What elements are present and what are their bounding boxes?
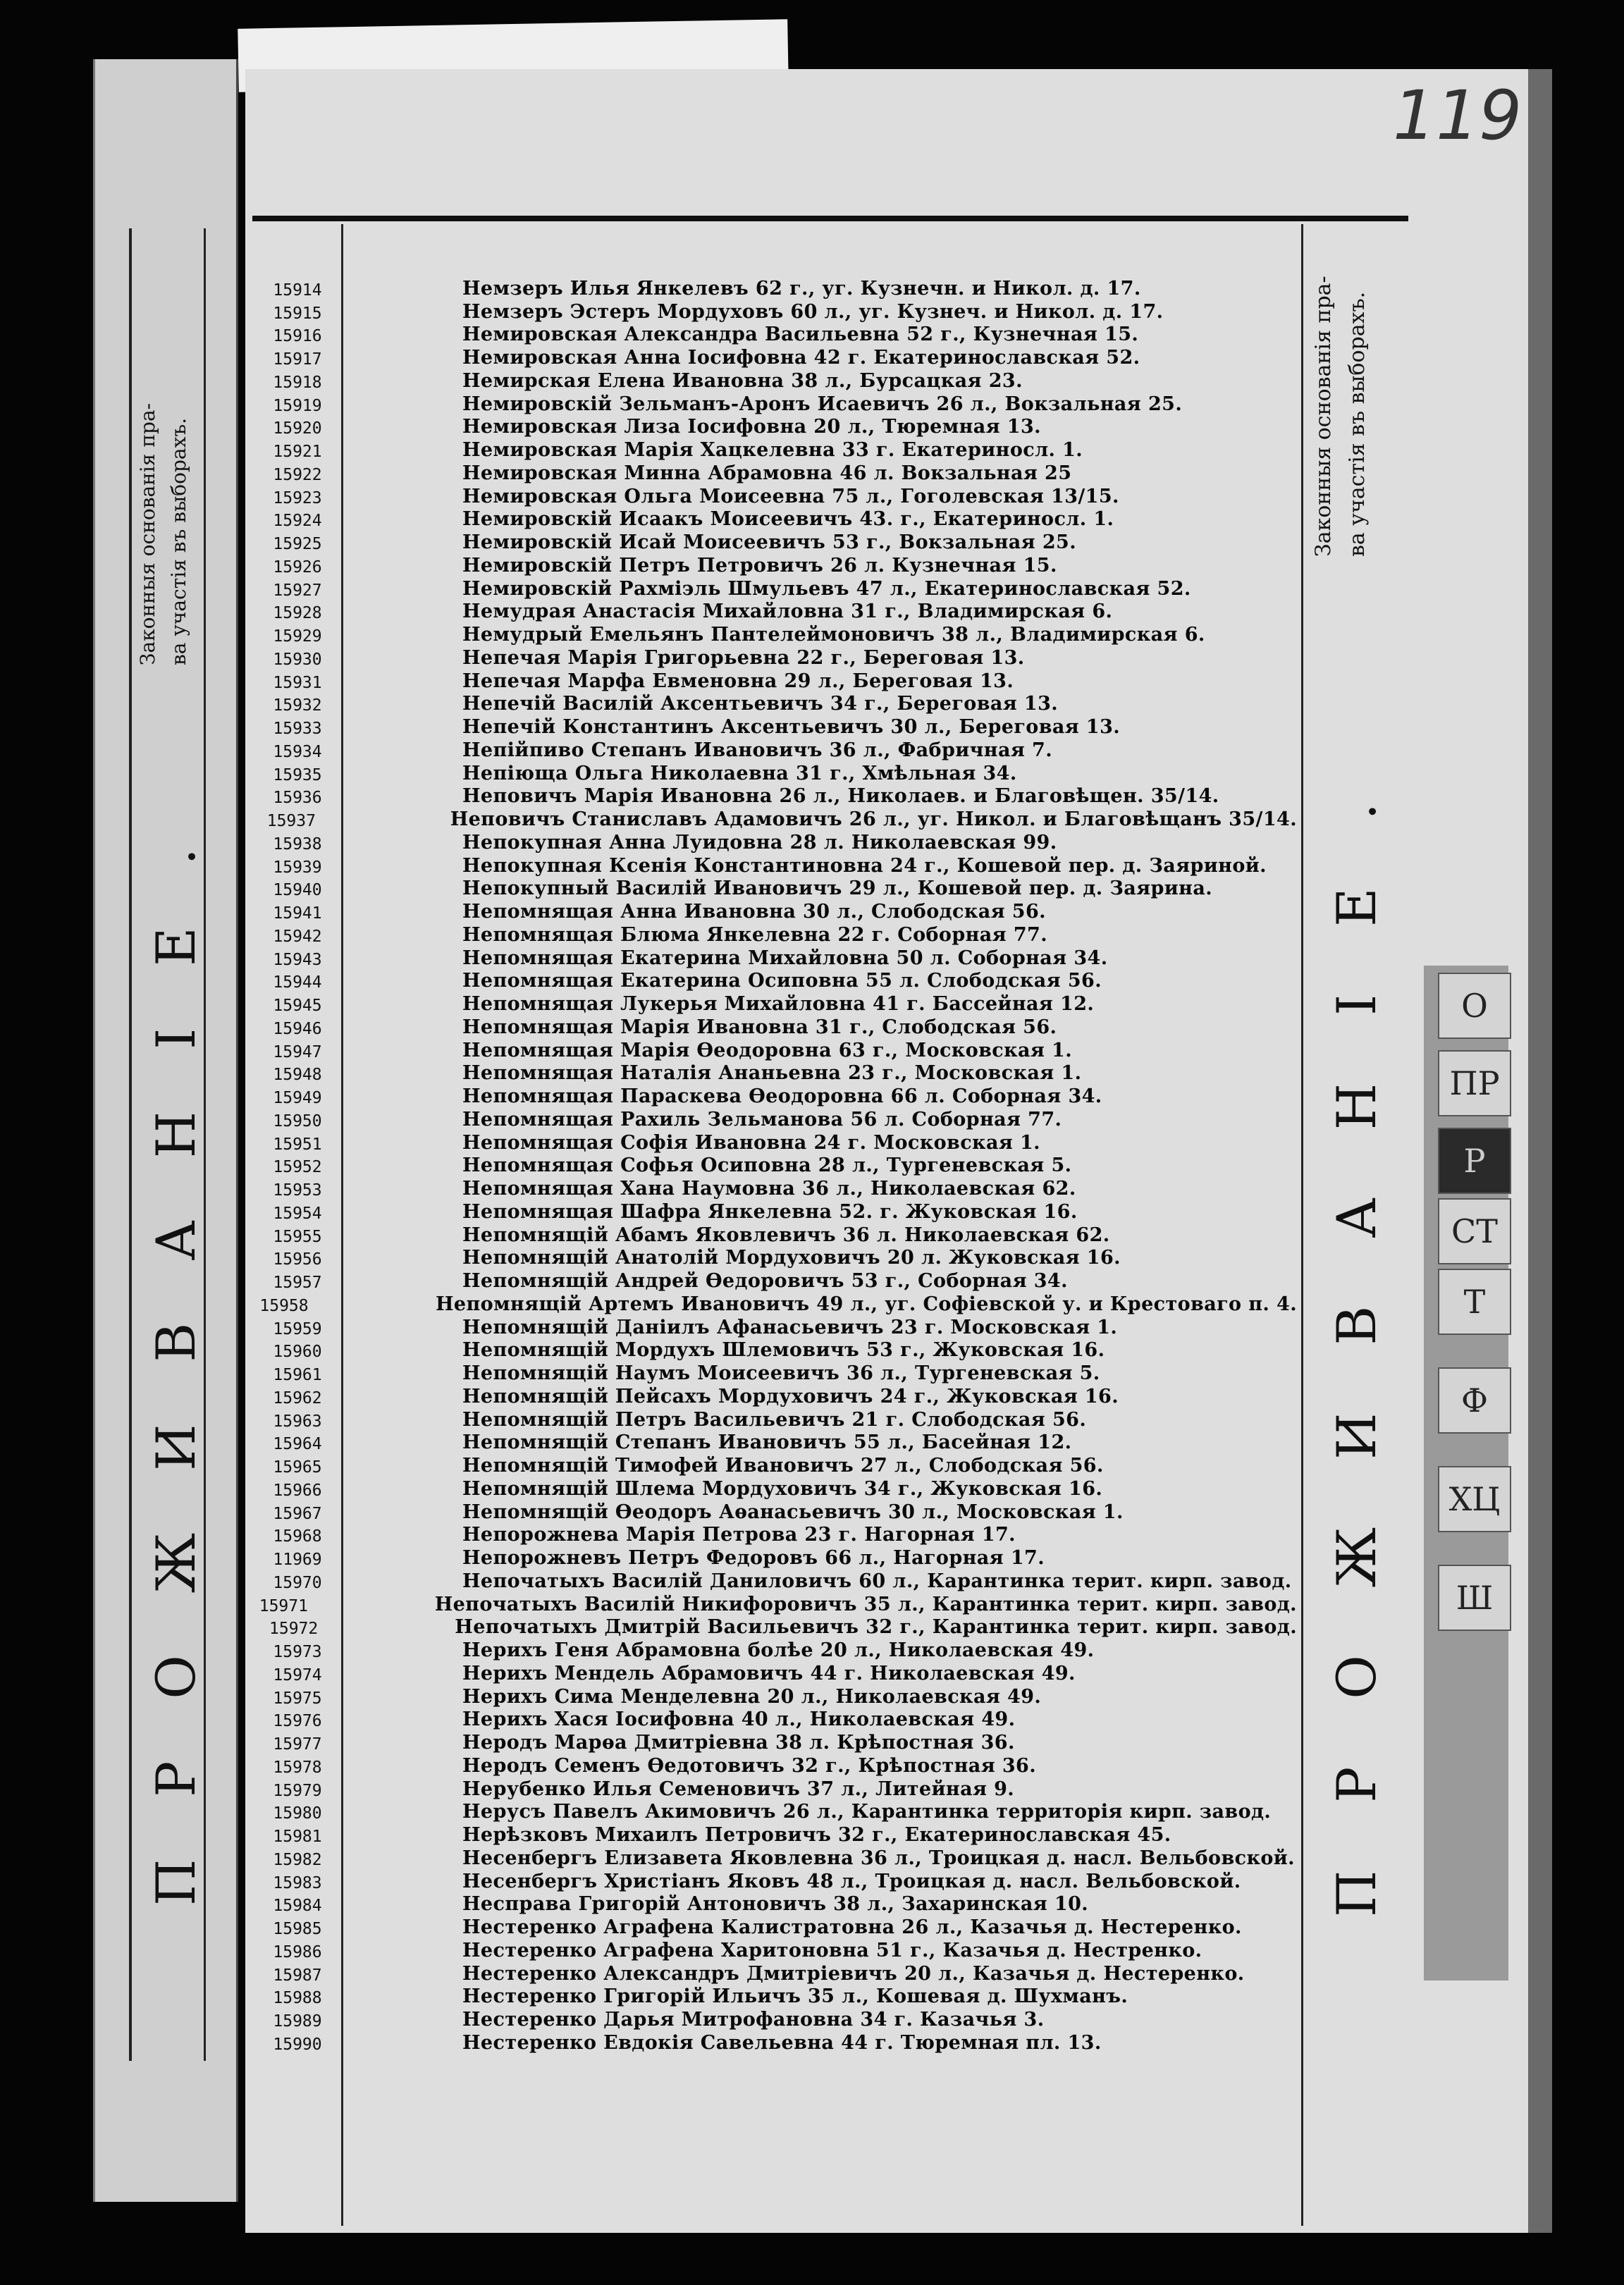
entry-number: 15979 (273, 1781, 322, 1800)
entry-text: Несправа Григорій Антоновичъ 38 л., Захаринская 10. (462, 1893, 1089, 1916)
entry-number: 15934 (273, 742, 322, 761)
entry-text: Непомнящая Лукерья Михайловна 41 г. Бассейная 12. (462, 993, 1095, 1015)
entry-text: Непорожневъ Петръ Федоровъ 66 л., Нагорная 17. (462, 1547, 1045, 1569)
entry-text: Нерусъ Павелъ Акимовичъ 26 л., Карантинка территорія кирп. завод. (462, 1801, 1272, 1823)
entry-row (254, 715, 1297, 738)
entry-text: Нестеренко Евдокія Савельевна 44 г. Тюремная пл. 13. (462, 2031, 1102, 2054)
entry-text: Неродъ Семенъ Ѳедотовичъ 32 г., Крѣпостная 36. (462, 1754, 1037, 1777)
entry-row (254, 1961, 1297, 1985)
entry-text: Непомнящая Марія Ивановна 31 г., Слободская 56. (462, 1016, 1057, 1038)
entry-number: 15982 (273, 1850, 322, 1869)
entry-text: Нерихъ Сима Менделевна 20 л., Николаевская 49. (462, 1685, 1042, 1708)
entry-text: Непомнящій Даніилъ Афанасьевичъ 23 г. Московская 1. (462, 1316, 1118, 1338)
thumb-tab[interactable]: Т (1438, 1269, 1511, 1335)
entry-row (254, 392, 1297, 415)
entry-text: Неродъ Марѳа Дмитріевна 38 л. Крѣпостная 36. (462, 1732, 1015, 1754)
entry-number: 15962 (273, 1388, 322, 1408)
entry-number: 15972 (269, 1620, 319, 1639)
entry-number: 15951 (273, 1135, 322, 1154)
entry-number: 15916 (273, 327, 322, 346)
entry-number: 15941 (273, 904, 322, 923)
entry-number: 15967 (273, 1504, 322, 1523)
entry-number: 11969 (273, 1551, 322, 1569)
entry-text: Непокупный Василій Ивановичъ 29 л., Кошевой пер. д. Заярина. (462, 877, 1213, 900)
entry-number: 15946 (273, 1019, 322, 1038)
entry-text: Нестеренко Александръ Дмитріевичъ 20 л., Казачья д. Нестеренко. (462, 1962, 1245, 1985)
entry-row (254, 1453, 1297, 1477)
entry-text: Непорожнева Марія Петрова 23 г. Нагорная 17. (462, 1524, 1016, 1546)
entry-text: Непечій Константинъ Аксентьевичъ 30 л., Береговая 13. (462, 716, 1121, 738)
entry-text: Непомнящій Пейсахъ Мордуховичъ 24 г., Жуковская 16. (462, 1385, 1119, 1408)
entry-text: Нерубенко Илья Семеновичъ 37 л., Литейная 9. (462, 1778, 1015, 1800)
entry-row (254, 484, 1297, 507)
entry-number: 15954 (273, 1204, 322, 1223)
entry-row (254, 553, 1297, 577)
entry-row (254, 1730, 1297, 1754)
entry-row (254, 761, 1297, 784)
entry-row (254, 1938, 1297, 1961)
entry-row (254, 1915, 1297, 1938)
entry-text: Неповичъ Станиславъ Адамовичъ 26 л., уг. Никол. и Благовѣщанъ 35/14. (450, 808, 1297, 830)
entry-text: Непечая Марія Григорьевна 22 г., Береговая 13. (462, 646, 1025, 669)
left-column-caption (136, 299, 199, 665)
entry-number: 15976 (273, 1712, 322, 1731)
entry-number: 15980 (273, 1804, 322, 1823)
entry-row (254, 877, 1297, 900)
entry-text: Немудрая Анастасія Михайловна 31 г., Владимирская 6. (462, 600, 1113, 623)
entry-text: Непомнящая Параскева Ѳеодоровна 66 л. Соборная 34. (462, 1085, 1102, 1107)
entry-row (254, 807, 1297, 830)
right-caption-line2: ва участія въ выборахъ. (1345, 291, 1370, 557)
left-banner: ПРОЖИВАНІЕ. (144, 786, 207, 1906)
entry-text: Непомнящая Софія Ивановна 24 г. Московская 1. (462, 1131, 1040, 1154)
entry-text: Непочатыхъ Василій Никифоровичъ 35 л., Карантинка терит. кирп. завод. (434, 1593, 1297, 1615)
entry-row (254, 946, 1297, 969)
entry-number: 15919 (273, 396, 322, 415)
entry-number: 15930 (273, 650, 322, 669)
entry-row (254, 1661, 1297, 1685)
entry-row (254, 669, 1297, 692)
entry-row (254, 854, 1297, 877)
entry-text: Непомнящій Абамъ Яковлевичъ 36 л. Николаевская 62. (462, 1224, 1110, 1246)
thumb-tab[interactable]: ХЦ (1438, 1466, 1511, 1532)
entry-row (254, 1408, 1297, 1431)
entry-text: Несенбергъ Елизавета Яковлевна 36 л., Троицкая д. насл. Вельбовской. (462, 1847, 1295, 1869)
entry-number: 15942 (273, 927, 322, 946)
entry-number: 15961 (273, 1366, 322, 1384)
entry-row (254, 992, 1297, 1015)
entry-number: 15986 (273, 1942, 322, 1961)
entry-text: Непомнящая Рахиль Зельманова 56 л. Соборная 77. (462, 1108, 1062, 1131)
entry-row (254, 1754, 1297, 1777)
entry-row (254, 1638, 1297, 1661)
entry-text: Немировская Ольга Моисеевна 75 л., Гоголевская 13/15. (462, 485, 1119, 507)
entry-text: Непомнящая Блюма Янкелевна 22 г. Соборная 77. (462, 923, 1047, 946)
entry-text: Нерихъ Мендель Абрамовичъ 44 г. Николаевская 49. (462, 1662, 1076, 1685)
entry-number: 15935 (273, 765, 322, 784)
entry-text: Немировская Анна Іосифовна 42 г. Екатеринославская 52. (462, 347, 1140, 369)
entry-number: 15956 (273, 1250, 322, 1269)
entry-number: 15952 (273, 1158, 322, 1177)
entry-row (254, 1477, 1297, 1500)
entry-row (254, 1892, 1297, 1916)
entry-number: 15949 (273, 1089, 322, 1107)
entry-number: 15968 (273, 1527, 322, 1546)
entry-number: 15957 (273, 1274, 322, 1292)
entry-number: 15963 (273, 1412, 322, 1431)
entry-row (254, 1431, 1297, 1454)
entry-text: Непомнящая Хана Наумовна 36 л., Николаевская 62. (462, 1178, 1076, 1200)
entry-row (254, 1384, 1297, 1408)
entry-number: 15938 (273, 834, 322, 854)
entry-number: 15926 (273, 558, 322, 577)
entry-text: Непокупная Ксенія Константиновна 24 г., Кошевой пер. д. Заяриной. (462, 854, 1267, 877)
entry-text: Непомнящая Марія Ѳеодоровна 63 г., Московская 1. (462, 1039, 1073, 1061)
thumb-tab[interactable]: Р (1438, 1128, 1511, 1194)
entry-row (254, 369, 1297, 392)
entry-text: Неповичъ Марія Ивановна 26 л., Николаев. и Благовѣщен. 35/14. (462, 785, 1219, 808)
entry-number: 15970 (273, 1573, 322, 1592)
entry-number: 15944 (273, 973, 322, 992)
right-banner: ПРОЖИВАНІЕ. (1325, 735, 1388, 1917)
entry-text: Нестеренко Григорій Ильичъ 35 л., Кошевая д. Шухманъ. (462, 1985, 1128, 2008)
entry-row (254, 577, 1297, 600)
entry-number: 15936 (273, 789, 322, 808)
left-strip-rule (129, 228, 132, 2061)
entry-row (254, 461, 1297, 484)
entry-row (254, 646, 1297, 669)
entry-text: Нестеренко Аграфена Калистратовна 26 л., Казачья д. Нестеренко. (462, 1916, 1242, 1938)
right-column-caption (1311, 233, 1396, 557)
entry-row (254, 1292, 1297, 1315)
entry-text: Непечій Василій Аксентьевичъ 34 г., Береговая 13. (462, 693, 1059, 715)
entry-number: 15960 (273, 1343, 322, 1362)
entry-number: 15953 (273, 1181, 322, 1200)
entry-number: 15990 (273, 2035, 322, 2054)
entry-row (254, 1777, 1297, 1800)
entry-row (254, 1985, 1297, 2008)
entry-row (254, 784, 1297, 808)
entry-text: Непіюща Ольга Николаевна 31 г., Хмѣльная 34. (462, 762, 1017, 784)
entry-row (254, 530, 1297, 553)
entry-number: 15940 (273, 881, 322, 900)
entry-number: 15973 (273, 1643, 322, 1661)
entry-number: 15966 (273, 1481, 322, 1500)
entry-number: 15950 (273, 1111, 322, 1131)
entry-text: Нестеренко Аграфена Харитоновна 51 г., Казачья д. Нестренко. (462, 1939, 1202, 1961)
entry-row (254, 1015, 1297, 1038)
entry-row (254, 1315, 1297, 1338)
entry-number: 15928 (273, 604, 322, 623)
entry-text: Непечая Марфа Евменовна 29 л., Береговая 13. (462, 670, 1014, 692)
entry-row (254, 1846, 1297, 1869)
entry-row (254, 1200, 1297, 1223)
entry-number: 15981 (273, 1828, 322, 1846)
entry-number: 15924 (273, 512, 322, 531)
entry-text: Непочатыхъ Василій Даниловичъ 60 л., Карантинка терит. кирп. завод. (462, 1570, 1292, 1592)
entry-row (254, 300, 1297, 323)
left-page-edge (93, 59, 238, 2202)
entry-text: Несенбергъ Христіанъ Яковъ 48 л., Троицкая д. насл. Вельбовской. (462, 1870, 1241, 1892)
entry-text: Немзеръ Илья Янкелевъ 62 г., уг. Кузнечн. и Никол. д. 17. (462, 277, 1141, 300)
thumb-tab[interactable]: О (1438, 973, 1511, 1039)
entry-row (254, 1084, 1297, 1107)
entry-row (254, 622, 1297, 646)
entry-row (254, 1592, 1297, 1615)
entry-row (254, 1800, 1297, 1823)
entry-text: Непомнящій Мордухъ Шлемовичъ 53 г., Жуковская 16. (462, 1339, 1105, 1362)
entry-row (254, 923, 1297, 946)
entry-row (254, 1615, 1297, 1639)
entry-number: 15939 (273, 858, 322, 877)
entry-number: 15965 (273, 1458, 322, 1477)
entry-number: 15945 (273, 997, 322, 1015)
entry-number: 15921 (273, 443, 322, 461)
entry-text: Немудрый Емельянъ Пантелеймоновичъ 38 л., Владимирская 6. (462, 624, 1205, 646)
entry-row (254, 600, 1297, 623)
entry-text: Немировская Лиза Іосифовна 20 л., Тюремная 13. (462, 416, 1041, 438)
entry-text: Непомнящій Степанъ Ивановичъ 55 л., Басейная 12. (462, 1431, 1072, 1454)
entry-number: 15959 (273, 1319, 322, 1338)
entry-text: Непомнящій Анатолій Мордуховичъ 20 л. Жуковская 16. (462, 1247, 1121, 1269)
entry-row (254, 692, 1297, 715)
entry-number: 15931 (273, 673, 322, 692)
entry-number: 15974 (273, 1665, 322, 1685)
entry-row (254, 830, 1297, 854)
entry-number: 15947 (273, 1042, 322, 1061)
top-rule (252, 216, 1408, 221)
entry-text: Непочатыхъ Дмитрій Васильевичъ 32 г., Карантинка терит. кирп. завод. (455, 1616, 1297, 1639)
entry-row (254, 438, 1297, 461)
entry-text: Нерихъ Геня Абрамовна болѣе 20 л., Николаевская 49. (462, 1639, 1095, 1661)
entry-number: 15985 (273, 1920, 322, 1938)
entry-number: 15964 (273, 1435, 322, 1454)
entry-text: Немировская Марія Хацкелевна 33 г. Екатериносл. 1. (462, 439, 1083, 461)
entry-row (254, 415, 1297, 438)
entry-number: 15923 (273, 488, 322, 507)
left-caption-line2: ва участія въ выборахъ. (167, 417, 190, 665)
entry-row (254, 2031, 1297, 2054)
entry-row (254, 1823, 1297, 1846)
entry-number: 15929 (273, 627, 322, 646)
entry-number: 15918 (273, 373, 322, 392)
entry-row (254, 1523, 1297, 1546)
entry-number: 15987 (273, 1966, 322, 1985)
entry-text: Непомнящая Анна Ивановна 30 л., Слободская 56. (462, 901, 1046, 923)
entry-text: Непомнящій Наумъ Моисеевичъ 36 л., Тургеневская 5. (462, 1362, 1100, 1384)
entry-text: Непомнящій Андрей Ѳедоровичъ 53 г., Соборная 34. (462, 1270, 1068, 1292)
entry-row (254, 1131, 1297, 1154)
entry-text: Непомнящій Тимофей Ивановичъ 27 л., Слободская 56. (462, 1455, 1104, 1477)
entry-text: Немировскій Петръ Петровичъ 26 л. Кузнечная 15. (462, 554, 1057, 577)
entry-row (254, 1500, 1297, 1523)
right-column-rule (1301, 224, 1303, 2226)
entry-number: 15977 (273, 1735, 322, 1754)
entry-text: Немировскій Зельманъ-Аронъ Исаевичъ 26 л., Вокзальная 25. (462, 393, 1183, 415)
entry-number: 15948 (273, 1066, 322, 1085)
entry-row (254, 345, 1297, 369)
entry-number: 15955 (273, 1227, 322, 1246)
entry-row (254, 899, 1297, 923)
entry-number: 15915 (273, 304, 322, 323)
thumb-tab[interactable]: Ш (1438, 1565, 1511, 1631)
entry-number: 15914 (273, 281, 322, 300)
entry-text: Непомнящій Шлема Мордуховичъ 34 г., Жуковская 16. (462, 1477, 1103, 1500)
entry-text: Немзеръ Эстеръ Мордуховъ 60 л., уг. Кузнеч. и Никол. д. 17. (462, 300, 1164, 323)
entry-text: Непомнящая Софья Осиповна 28 л., Тургеневская 5. (462, 1154, 1072, 1177)
entry-number: 15984 (273, 1897, 322, 1916)
entry-row (254, 1154, 1297, 1177)
entry-text: Немировскій Исаакъ Моисеевичъ 43. г., Екатериносл. 1. (462, 508, 1114, 531)
entry-number: 15920 (273, 419, 322, 438)
entry-row (254, 1361, 1297, 1384)
entry-text: Непомнящая Екатерина Михайловна 50 л. Соборная 34. (462, 947, 1108, 969)
entry-number: 15917 (273, 350, 322, 369)
entry-row (254, 1061, 1297, 1085)
entry-row (254, 507, 1297, 531)
entry-row (254, 1685, 1297, 1708)
entry-row (254, 1269, 1297, 1292)
entry-number: 15983 (273, 1873, 322, 1892)
entry-text: Непомнящій Ѳеодоръ Аѳанасьевичъ 30 л., Московская 1. (462, 1501, 1124, 1523)
entry-number: 15937 (266, 812, 316, 830)
entry-row (254, 1223, 1297, 1246)
entry-number: 15925 (273, 535, 322, 553)
entry-row (254, 1869, 1297, 1892)
entry-number: 15978 (273, 1758, 322, 1777)
entry-text: Немировская Александра Васильевна 52 г., Кузнечная 15. (462, 324, 1139, 346)
left-caption-line1: Законныя основанія пра- (136, 402, 159, 665)
entry-number: 15933 (273, 720, 322, 738)
entry-row (254, 1338, 1297, 1362)
entry-row (254, 2007, 1297, 2031)
entry-row (254, 738, 1297, 761)
entry-text: Немировскій Исай Моисеевичъ 53 г., Вокзальная 25. (462, 531, 1076, 553)
entry-row (254, 323, 1297, 346)
entry-row (254, 1246, 1297, 1269)
entry-text: Непомнящій Артемъ Ивановичъ 49 л., уг. Софіевской у. и Крестоваго п. 4. (436, 1293, 1297, 1315)
entry-text: Непомнящая Екатерина Осиповна 55 л. Слободская 56. (462, 970, 1102, 992)
thumb-tab[interactable]: Ф (1438, 1367, 1511, 1434)
entry-text: Нестеренко Дарья Митрофановна 34 г. Казачья 3. (462, 2009, 1045, 2031)
entry-row (254, 1546, 1297, 1569)
thumb-tab[interactable]: ПР (1438, 1050, 1511, 1116)
entry-row (254, 969, 1297, 992)
entry-number: 15989 (273, 2012, 322, 2031)
right-page-edge (1528, 69, 1552, 2233)
entry-number: 15988 (273, 1989, 322, 2008)
entry-row (254, 1176, 1297, 1200)
entry-text: Немировская Минна Абрамовна 46 л. Вокзальная 25 (462, 462, 1072, 484)
entry-text: Непомнящая Наталія Ананьевна 23 г., Московская 1. (462, 1062, 1082, 1085)
entry-text: Непокупная Анна Луидовна 28 л. Николаевская 99. (462, 831, 1057, 854)
entry-row (254, 1569, 1297, 1592)
entry-number: 15975 (273, 1689, 322, 1708)
entry-text: Нерѣзковъ Михаилъ Петровичъ 32 г., Екатеринославская 45. (462, 1824, 1171, 1846)
entry-number: 15922 (273, 465, 322, 484)
right-caption-line1: Законныя основанія пра- (1311, 276, 1336, 557)
entry-text: Непомнящая Шафра Янкелевна 52. г. Жуковская 16. (462, 1200, 1078, 1223)
entry-row (254, 276, 1297, 300)
entry-text: Немирская Елена Ивановна 38 л., Бурсацкая 23. (462, 369, 1023, 392)
entry-row (254, 1107, 1297, 1131)
entries-list (254, 276, 1297, 2054)
entry-text: Непомнящій Петръ Васильевичъ 21 г. Слободская 56. (462, 1408, 1087, 1431)
entry-number: 15971 (259, 1596, 308, 1615)
entry-number: 15927 (273, 581, 322, 600)
thumb-tab[interactable]: СТ (1438, 1198, 1511, 1264)
entry-number: 15943 (273, 950, 322, 969)
entry-number: 15958 (259, 1296, 309, 1315)
entry-text: Непійпиво Степанъ Ивановичъ 36 л., Фабричная 7. (462, 739, 1052, 761)
entry-row (254, 1708, 1297, 1731)
entry-text: Немировскій Рахміэль Шмульевъ 47 л., Екатеринославская 52. (462, 577, 1191, 600)
entry-row (254, 1038, 1297, 1061)
entry-text: Нерихъ Хася Іосифовна 40 л., Николаевская 49. (462, 1708, 1016, 1731)
entry-number: 15932 (273, 696, 322, 715)
folio-number: 119 (1393, 76, 1522, 155)
